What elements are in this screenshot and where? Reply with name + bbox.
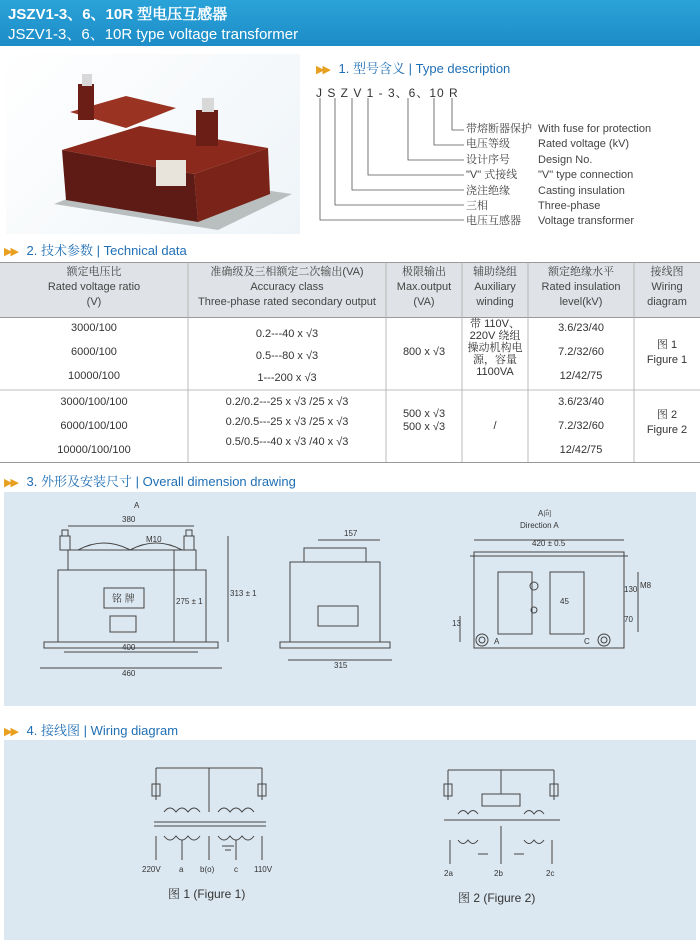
terminal-a-label: A xyxy=(494,637,500,646)
type-item: 电压等级 Rated voltage (kV) xyxy=(466,138,630,151)
section-technical-data xyxy=(4,240,187,259)
figure-2-caption: 图 2 (Figure 2) xyxy=(458,891,536,905)
diagram-cell: 图 2 Figure 2 xyxy=(646,409,688,436)
type-item: 带熔断器保护 With fuse for protection xyxy=(466,123,652,135)
page-title-cn: JSZV1-3、6、10R 型电压互感器 xyxy=(8,6,228,23)
dim-380: 380 xyxy=(122,515,136,524)
col-header-insulation: 额定绝缘水平 Rated insulation level(kV) xyxy=(541,266,621,308)
terminal-2a: 2a xyxy=(444,869,453,878)
aux-cell: 带 110V、 220V 绕组 操动机构电 源，容量 1100VA xyxy=(467,318,523,378)
diagram-cell: 图 1 Figure 1 xyxy=(646,339,688,366)
terminal-2c: 2c xyxy=(546,869,555,878)
type-item: 电压互感器 Voltage transformer xyxy=(466,215,634,228)
terminal-220v: 220V xyxy=(142,865,161,874)
terminal-c-label: C xyxy=(584,637,590,646)
type-description-list xyxy=(466,122,651,230)
accuracy-cell: 0.2/0.2---25 x √3 /25 x √3 0.2/0.5---25 x √3 /25 x √3 0.5/0.5---40 x √3 /40 x √3 xyxy=(225,396,349,448)
insulation-cell: 3.6/23/40 7.2/32/60 12/42/75 xyxy=(558,396,604,456)
dim-275: 275 ± 1 xyxy=(176,597,203,606)
col-header-ratio: 额定电压比 Rated voltage ratio (V) xyxy=(47,266,141,308)
section-title: 技术参数 | Technical data xyxy=(41,243,187,258)
section-title: 外形及安装尺寸 | Overall dimension drawing xyxy=(41,474,296,489)
ratio-cell: 3000/100/100 6000/100/100 10000/100/100 xyxy=(57,396,131,456)
terminal-bo: b(o) xyxy=(200,865,215,874)
wiring-diagram-panel xyxy=(4,740,696,940)
section-type-description xyxy=(316,58,510,77)
wiring-diagrams xyxy=(4,740,696,940)
insulation-cell: 3.6/23/40 7.2/32/60 12/42/75 xyxy=(558,322,604,382)
dim-313: 313 ± 1 xyxy=(230,589,257,598)
arrow-a-label: A xyxy=(134,501,140,510)
double-arrow-icon: ▶▶ xyxy=(4,246,17,258)
aux-cell: / xyxy=(493,420,497,432)
type-item: 设计序号 Design No. xyxy=(466,153,593,166)
page-header xyxy=(0,0,700,46)
dim-460: 460 xyxy=(122,669,136,678)
dim-400: 400 xyxy=(122,643,136,652)
terminal-2b: 2b xyxy=(494,869,503,878)
dim-130: 130 xyxy=(624,585,638,594)
terminal-a: a xyxy=(179,865,184,874)
double-arrow-icon: ▶▶ xyxy=(4,726,17,738)
dim-m8: M8 xyxy=(640,581,652,590)
direction-a-en: Direction A xyxy=(520,521,559,530)
dimension-drawing xyxy=(4,492,696,706)
section-number: 1. xyxy=(338,61,350,76)
page-title-en: JSZV1-3、6、10R type voltage transformer xyxy=(8,26,299,43)
dim-45: 45 xyxy=(560,597,569,606)
max-output-cell: 800 x √3 xyxy=(402,346,446,358)
col-header-accuracy: 准确级及三相额定二次输出(VA) Accuracy class Three-phase rated secondary output xyxy=(198,266,376,308)
col-header-aux: 辅助绕组 Auxiliary winding xyxy=(473,266,517,308)
section-wiring-diagram xyxy=(4,720,178,739)
nameplate-label: 铭 牌 xyxy=(112,594,135,605)
product-photo xyxy=(6,54,300,234)
section-title: 接线图 | Wiring diagram xyxy=(41,723,179,738)
figure-1-caption: 图 1 (Figure 1) xyxy=(168,887,246,901)
section-dimension-drawing xyxy=(4,471,296,490)
terminal-110v: 110V xyxy=(254,865,273,874)
dim-157: 157 xyxy=(344,529,358,538)
section-number: 2. xyxy=(26,243,38,258)
type-item: 浇注绝缘 Casting insulation xyxy=(466,184,625,197)
section-title: 型号含义 | Type description xyxy=(353,61,511,76)
model-code: J S Z V 1 - 3、6、10 R xyxy=(316,86,459,100)
direction-a-cn: A向 xyxy=(538,509,552,518)
dim-m10: M10 xyxy=(146,535,162,544)
section-number: 3. xyxy=(26,474,38,489)
dim-315: 315 xyxy=(334,661,348,670)
double-arrow-icon: ▶▶ xyxy=(4,477,17,489)
ratio-cell: 3000/100 6000/100 10000/100 xyxy=(68,322,120,382)
transformer-photo-illustration xyxy=(6,54,300,234)
col-header-diagram: 接线图 Wiring diagram xyxy=(647,266,687,308)
double-arrow-icon: ▶▶ xyxy=(316,64,329,76)
dimension-drawing-panel xyxy=(4,492,696,706)
dim-13: 13 xyxy=(452,619,461,628)
type-item: "V" 式接线 "V" type connection xyxy=(466,169,634,182)
type-item: 三相 Three-phase xyxy=(466,200,601,213)
model-code-leader-lines xyxy=(316,98,466,230)
max-output-cell: 500 x √3 500 x √3 xyxy=(402,408,446,433)
dim-70: 70 xyxy=(624,615,633,624)
dim-420: 420 ± 0.5 xyxy=(532,539,566,548)
section-number: 4. xyxy=(26,723,38,738)
terminal-c: c xyxy=(234,865,238,874)
accuracy-cell: 0.2---40 x √3 0.5---80 x √3 1---200 x √3 xyxy=(255,328,319,384)
col-header-max-output: 极限输出 Max.output (VA) xyxy=(396,266,452,308)
